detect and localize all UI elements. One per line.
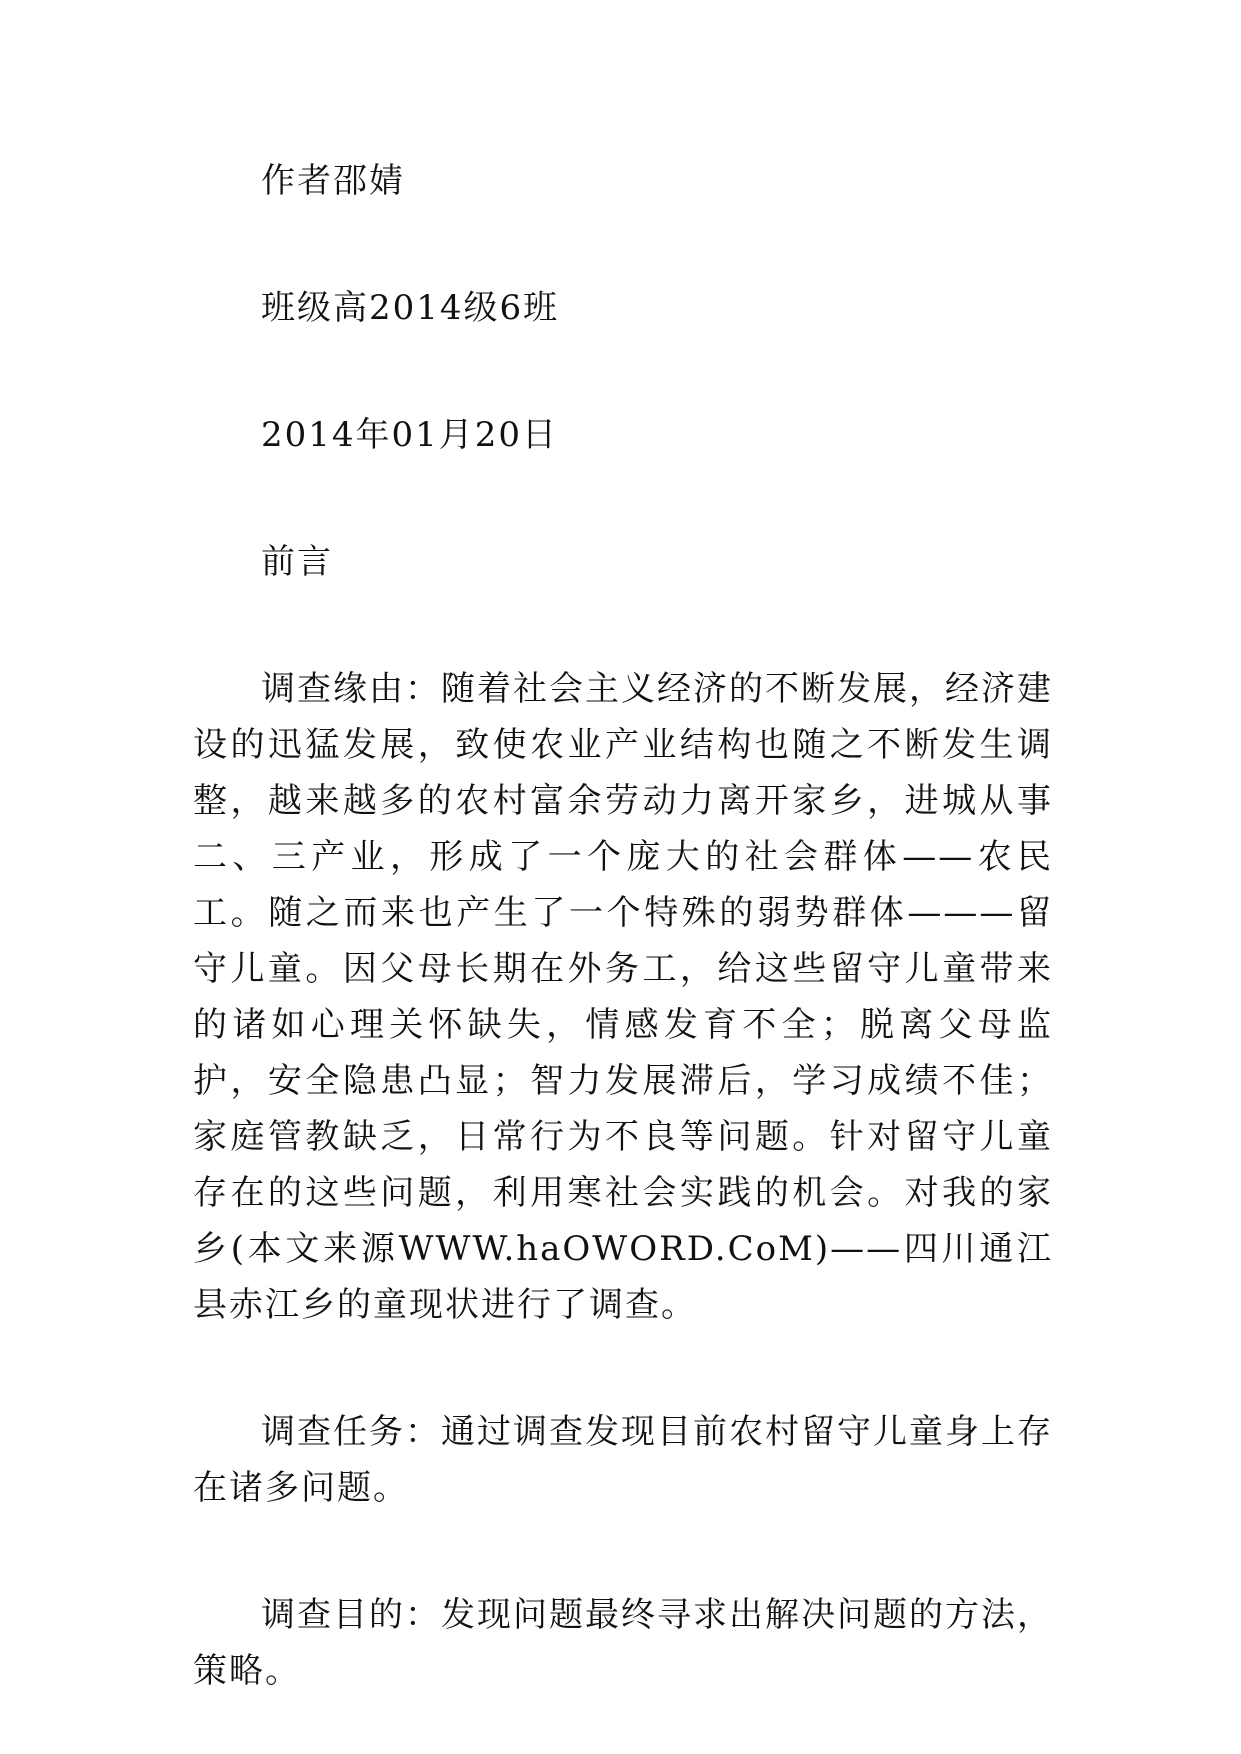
document-content xyxy=(193,153,1053,1699)
date-line: 2014年01月20日 xyxy=(261,415,559,455)
survey-task-paragraph: 调查任务：通过调查发现目前农村留守儿童身上存在诸多问题。 xyxy=(193,1412,1053,1508)
class-line: 班级高2014级6班 xyxy=(261,288,560,328)
foreword-heading: 前言 xyxy=(261,542,333,582)
author-line: 作者邵婧 xyxy=(261,161,405,201)
survey-reason-paragraph: 调查缘由：随着社会主义经济的不断发展，经济建设的迅猛发展，致使农业产业结构也随之不断发生调整，越来越多的农村富余劳动力离开家乡，进城从事二、三产业，形成了一个庞大的社会群体——农民工。随之而来也产生了一个特殊的弱势群体———留守儿童。因父母长期在外务工，给这些留守儿童带来的诸如心理关怀缺失，情感发育不全；脱离父母监护，安全隐患凸显；智力发展滞后，学习成绩不佳；家庭管教缺乏，日常行为不良等问题。针对留守儿童存在的这些问题，利用寒社会实践的机会。对我的家乡(本文来源WWW.haOWORD.CoM)——四川通江县赤江乡的童现状进行了调查。 xyxy=(193,669,1053,1325)
survey-purpose-paragraph: 调查目的：发现问题最终寻求出解决问题的方法，策略。 xyxy=(193,1595,1053,1691)
